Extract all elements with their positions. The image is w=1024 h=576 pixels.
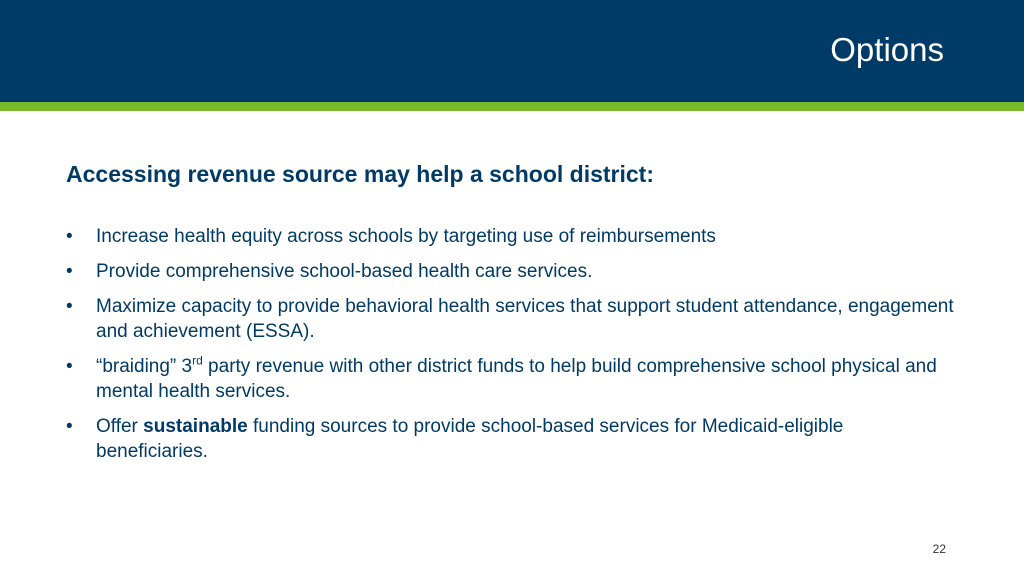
bullet-text-start: “braiding” 3 <box>96 356 193 377</box>
bullet-text-end: party revenue with other district funds to help build comprehensive school physical and mental health services. <box>96 356 937 402</box>
bullet-text <box>96 353 937 402</box>
accent-stripe <box>0 102 1024 111</box>
bullet-icon: • <box>66 416 73 437</box>
bullet-icon: • <box>66 296 73 317</box>
bullet-icon: • <box>66 226 73 247</box>
header-band <box>0 0 1024 102</box>
bullet-text: Maximize capacity to provide behavioral health services that support student attendance, engagement and achievement (ESSA). <box>96 296 954 342</box>
list-item <box>66 259 956 284</box>
bullet-text-start: Offer <box>96 416 144 437</box>
bullet-text: Increase health equity across schools by targeting use of reimbursements <box>96 226 716 247</box>
section-subheading: Accessing revenue source may help a school district: <box>66 161 654 187</box>
emphasis-sustainable: sustainable <box>143 416 248 437</box>
slide-title: Options <box>830 31 944 68</box>
bullet-text: Provide comprehensive school-based health care services. <box>96 261 593 282</box>
list-item <box>66 224 956 249</box>
bullet-text <box>96 416 843 462</box>
bullet-icon: • <box>66 356 73 377</box>
bullet-icon: • <box>66 261 73 282</box>
list-item <box>66 294 956 344</box>
bullet-list <box>66 224 956 474</box>
list-item <box>66 414 956 464</box>
page-number: 22 <box>932 542 946 556</box>
ordinal-superscript: rd <box>192 353 203 368</box>
list-item <box>66 354 956 404</box>
bullet-text-end: funding sources to provide school-based services for Medicaid-eligible beneficiaries. <box>96 416 844 462</box>
